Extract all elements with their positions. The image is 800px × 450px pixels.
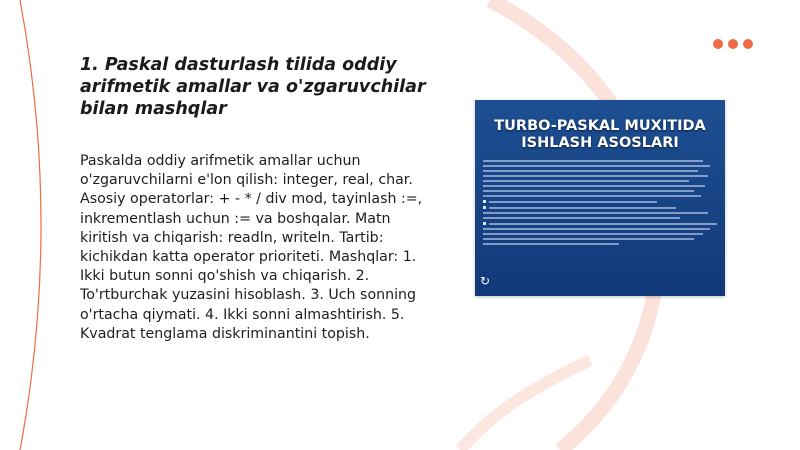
image-text-line xyxy=(483,243,619,245)
image-text-line xyxy=(483,195,701,197)
image-title-line-1: TURBO-PASKAL MUXITIDA xyxy=(494,118,706,134)
image-text-line xyxy=(483,180,689,182)
image-text-line xyxy=(483,238,694,240)
dot-1 xyxy=(713,39,723,49)
image-text-line xyxy=(483,233,703,235)
image-text-line xyxy=(483,212,708,214)
dot-3 xyxy=(743,39,753,49)
image-title xyxy=(475,118,725,152)
bullet-icon xyxy=(483,222,486,225)
image-text-line xyxy=(483,160,703,162)
dots-menu-icon xyxy=(713,39,753,49)
bullet-icon xyxy=(483,206,486,209)
image-text-block xyxy=(483,160,717,248)
image-text-line xyxy=(483,228,710,230)
image-text-line xyxy=(483,175,708,177)
image-text-line xyxy=(483,190,694,192)
image-bullet-line xyxy=(483,206,717,209)
image-text-line xyxy=(483,170,698,172)
left-accent-curve xyxy=(20,0,41,450)
slide-title: 1. Paskal dasturlash tilida oddiy arifmetik amallar va o'zgaruvchilar bilan mashqlar xyxy=(80,55,426,119)
image-title-line-2: ISHLASH ASOSLARI xyxy=(521,135,679,151)
turbo-pascal-slide-image xyxy=(475,100,725,296)
image-text-line xyxy=(483,165,710,167)
bullet-icon xyxy=(483,200,486,203)
image-text-line xyxy=(483,217,680,219)
image-corner-icon: ↻ xyxy=(479,274,491,288)
image-bullet-line xyxy=(483,222,717,225)
image-text-line xyxy=(483,185,705,187)
image-bullet-line xyxy=(483,200,717,203)
slide-body-text: Paskalda oddiy arifmetik amallar uchun o'zgaruvchilarni e'lon qilish: integer, real, char. Asosiy operatorlar: + - * / div mod, tayinlash :=, inkrementlash uchun := va boshqalar. Matn kiritish va chiqarish: readln, writeln. Tartib: kichikdan katta operator prioriteti. Mashqlar: 1. Ikki butun sonni qo'shish va chiqarish. 2. To'rtburchak yuzasini hisoblash. 3. Uch sonning o'rtacha qiymati. 4. Ikki sonni almashtirish. 5. Kvadrat tenglama diskriminantini topish. xyxy=(80,153,423,342)
dot-2 xyxy=(728,39,738,49)
